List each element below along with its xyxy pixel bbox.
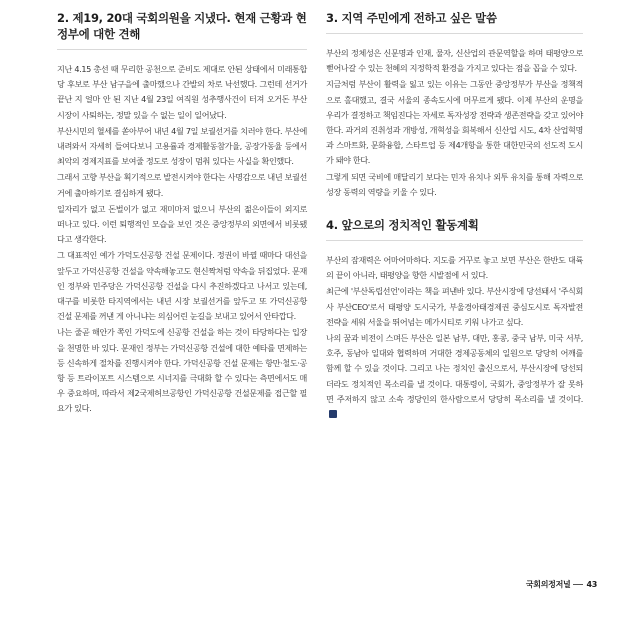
section-divider <box>326 240 583 241</box>
paragraph: 나는 줄곧 해안가 쪽인 가덕도에 신공항 건설을 하는 것이 타당하다는 입장을 천명한 바 있다. 문재인 정부는 가덕신공항 건설에 대한 예타를 면제하는 등 신속하게 절차를 진행시켜야 한다. 가덕신공항 건설 문제는 항만·철도·공항 등 트라이포트 시스템으로 시너지를 극대화 할 수 있다는 측면에서도 매우 중요하며, 따라서 제2국제허브공항인 가덕신공항 건설문제를 접근할 필요가 있다. <box>57 327 307 414</box>
section-divider <box>326 33 583 34</box>
paragraph: 부산의 정체성은 신문명과 인재, 물자, 신산업의 관문역할을 하며 태평양으로 뻗어나갈 수 있는 천혜의 지정학적 환경을 가지고 있다는 점을 꼽을 수 있다. <box>326 48 583 74</box>
paragraph-text: 나의 꿈과 비전이 스며든 부산은 일본 남부, 대만, 홍콩, 중국 남부, 미국 서부, 호주, 동남아 일대와 협력하며 거대한 경제공동체의 일원으로 당당히 어깨를 함께 할 수 있을 것이다. 그리고 나는 정치인 출신으로서, 부산시장에 당선되더라도 정치적인 목소리를 낼 것이다. 대통령이, 국회가, 중앙정부가 잘 못하면 주저하지 않고 소속 정당인의 한사람으로서 당당히 목소리를 낼 것이다. <box>326 333 583 404</box>
section-gap <box>326 201 583 217</box>
paragraph: 지난 4.15 총선 때 무리한 공천으로 준비도 제대로 안된 상태에서 미래통합당 후보로 부산 남구을에 출마했으나 간발의 차로 낙선했다. 그런데 선거가 끝난 지 얼마 안 된 지난 4월 23일 여직원 성추행사건이 터져 오거돈 부산시장이 사퇴하는, 정말 있을 수 없는 일이 일어났다. <box>57 64 307 120</box>
paragraph <box>326 331 583 422</box>
paragraph: 부산의 잠재력은 어마어마하다. 지도를 거꾸로 놓고 보면 부산은 한반도 대륙의 끝이 아니라, 태평양을 향한 시발점에 서 있다. <box>326 255 583 281</box>
page-number: 43 <box>586 580 597 589</box>
section-2-title: 2. 제19, 20대 국회의원을 지냈다. 현재 근황과 현 정부에 대한 견해 <box>57 11 307 41</box>
page-footer <box>526 579 597 590</box>
section-4-title: 4. 앞으로의 정치적인 활동계획 <box>326 218 479 233</box>
end-of-article-icon <box>329 410 337 418</box>
paragraph: 그렇게 되면 국비에 매달리기 보다는 민자 유치나 외투 유치를 통해 자력으로 성장 동력의 역량을 키울 수 있다. <box>326 171 583 197</box>
section-3-title: 3. 지역 주민에게 전하고 싶은 말씀 <box>326 11 497 25</box>
left-column <box>57 10 307 418</box>
paragraph: 부산시민의 혈세를 쏟아부어 내년 4월 7일 보궐선거를 치러야 한다. 부산에 내려와서 자세히 들여다보니 고용률과 경제활동참가율, 공장가동율 등에서 최악의 경제지표를 보여줄 정도로 성장이 멈춰 있다는 사실을 확인했다. <box>57 125 307 167</box>
publication-name: 국회의정저널 <box>525 580 571 589</box>
paragraph: 그 대표적인 예가 가덕도신공항 건설 문제이다. 정권이 바뀔 때마다 대선을 앞두고 가덕신공항 건설을 약속해놓고도 현신짝처럼 약속을 뒤집었다. 문재인 정부와 민주당은 가덕신공항 건설을 다시 추진하겠다고 나서고 있는데, 대구를 비롯한 타지역에서는 내년 시장 보궐선거를 앞두고 또 가덕신공항 건설 문제를 꺼낸 게 아니냐는 의심어린 눈길을 보내고 있어서 안타깝다. <box>57 250 307 322</box>
paragraph: 일자리가 없고 돈벌이가 없고 재미마저 없으니 부산의 젊은이들이 외지로 떠나고 있다. 이런 퇴행적인 모습을 보인 것은 중앙정부의 외면에서 비롯됐다고 생각한다. <box>57 203 307 245</box>
section-divider <box>57 49 307 50</box>
footer-separator <box>573 584 583 585</box>
right-column <box>326 10 583 423</box>
paragraph: 지금처럼 부산이 활력을 잃고 있는 이유는 그동안 중앙정부가 부산을 정책적으로 홀대했고, 결국 서울의 종속도시에 머무르게 됐다. 이제 부산의 운명을 우리가 결정하고 책임진다는 자세로 독자성장 전략과 생존전략을 갖고 있어야 한다. 과거의 진취성과 개방성, 개혁성을 회복해서 신산업 시도, 4차 산업혁명과 스마트화, 문화융합, 스타트업 등 제4개항을 통한 대한민국의 선도적 도시가 돼야 한다. <box>326 79 583 166</box>
paragraph: 최근에 '부산독립선언'이라는 책을 펴낸바 있다. 부산시장에 당선돼서 '주식회사 부산CEO'로서 태평양 도시국가, 부울경아태경제권 중심도시로 독자발전 전략을 세워 서울을 뛰어넘는 메가시티로 키워 나가고 싶다. <box>326 286 583 327</box>
paragraph: 그래서 고향 부산을 획기적으로 발전시켜야 한다는 사명감으로 내년 보궐선거에 출마하기로 결심하게 됐다. <box>57 172 307 198</box>
